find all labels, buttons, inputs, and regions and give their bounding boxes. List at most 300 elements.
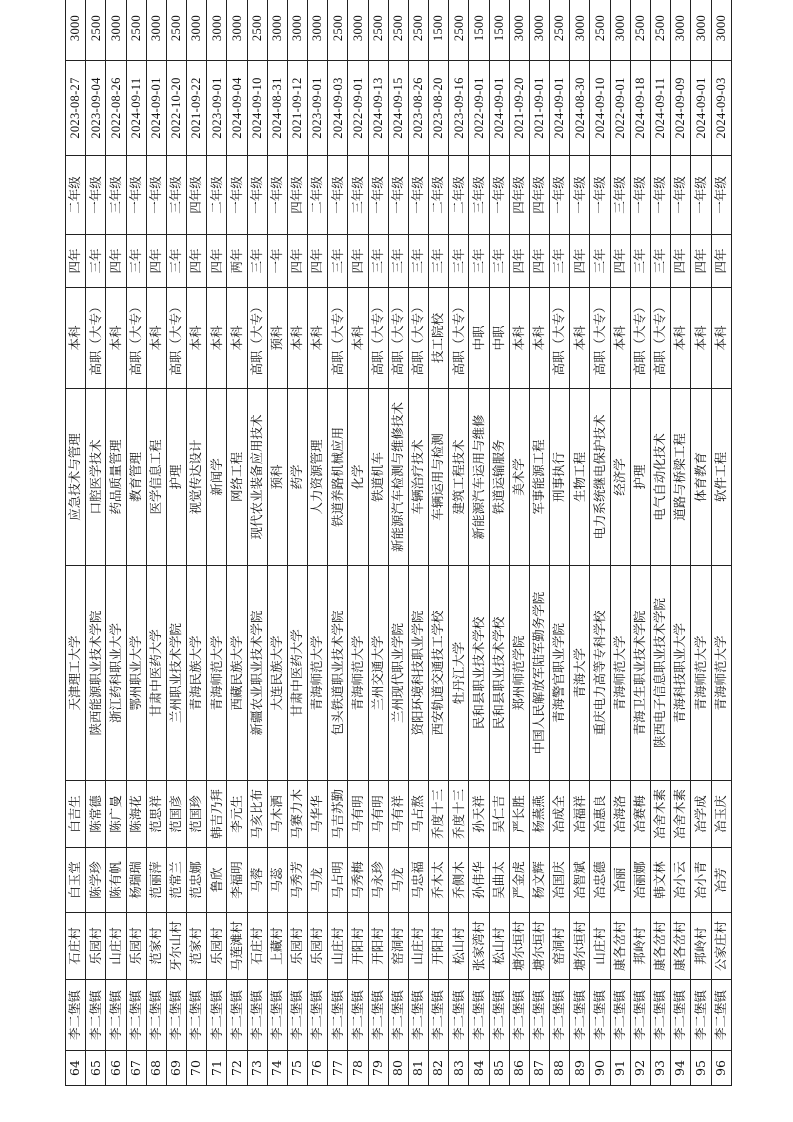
parent-name-cell: 杨燕燕 xyxy=(529,781,549,848)
table-row xyxy=(711,0,732,1086)
education-level-cell: 本科 xyxy=(570,288,590,389)
school-cell: 大连民族大学 xyxy=(267,566,287,781)
village-cell: 马莲滩村 xyxy=(227,913,247,980)
education-level-cell: 本科 xyxy=(207,288,227,389)
school-cell: 青海科技职业大学 xyxy=(671,566,691,781)
row-index: 72 xyxy=(227,1051,247,1086)
program-duration-cell: 四年 xyxy=(509,235,529,288)
grade-cell: 三年级 xyxy=(348,156,368,235)
grade-cell: 一年级 xyxy=(671,156,691,235)
education-level-cell: 本科 xyxy=(348,288,368,389)
row-index: 69 xyxy=(166,1051,186,1086)
aid-amount-cell: 2500 xyxy=(388,0,408,61)
village-cell: 开阳村 xyxy=(368,913,388,980)
program-duration-cell: 四年 xyxy=(610,235,630,288)
major-cell: 新闻学 xyxy=(207,389,227,566)
education-level-cell: 高职（大专） xyxy=(408,288,428,389)
student-name-cell: 冶小青 xyxy=(691,848,711,913)
grade-cell: 三年级 xyxy=(469,156,489,235)
table-row xyxy=(66,0,86,1086)
row-index: 91 xyxy=(610,1051,630,1086)
grade-cell: 四年级 xyxy=(187,156,207,235)
education-level-cell: 高职（大专） xyxy=(126,288,146,389)
program-duration-cell: 三年 xyxy=(590,235,610,288)
grade-cell: 一年级 xyxy=(126,156,146,235)
grade-cell: 一年级 xyxy=(711,156,732,235)
town-cell: 李二堡镇 xyxy=(348,980,368,1051)
village-cell: 康各岔村 xyxy=(610,913,630,980)
town-cell: 李二堡镇 xyxy=(449,980,469,1051)
parent-name-cell: 马木洒 xyxy=(267,781,287,848)
table-row xyxy=(671,0,691,1086)
student-name-cell: 冶小云 xyxy=(671,848,691,913)
education-level-cell: 本科 xyxy=(287,288,307,389)
school-cell: 民和县职业技术学校 xyxy=(469,566,489,781)
parent-name-cell: 范国彦 xyxy=(166,781,186,848)
row-index: 79 xyxy=(368,1051,388,1086)
town-cell: 李二堡镇 xyxy=(66,980,86,1051)
school-cell: 青海师范大学 xyxy=(691,566,711,781)
parent-name-cell: 马有明 xyxy=(348,781,368,848)
aid-amount-cell: 3000 xyxy=(207,0,227,61)
table-row xyxy=(86,0,106,1086)
major-cell: 车辆运用与检测 xyxy=(429,389,449,566)
school-cell: 甘肃中医药大学 xyxy=(146,566,166,781)
parent-name-cell: 马有明 xyxy=(368,781,388,848)
school-cell: 青海师范大学 xyxy=(207,566,227,781)
student-name-cell: 马占明 xyxy=(328,848,348,913)
aid-amount-cell: 3000 xyxy=(529,0,549,61)
student-name-cell: 韩文林 xyxy=(650,848,670,913)
parent-name-cell: 冶舍木素 xyxy=(671,781,691,848)
parent-name-cell: 范思祥 xyxy=(146,781,166,848)
table-row xyxy=(630,0,650,1086)
table-row xyxy=(509,0,529,1086)
village-cell: 松山村 xyxy=(449,913,469,980)
parent-name-cell: 冶学成 xyxy=(691,781,711,848)
education-level-cell: 高职（大专） xyxy=(388,288,408,389)
parent-name-cell: 陈广曼 xyxy=(106,781,126,848)
village-cell: 开阳村 xyxy=(429,913,449,980)
program-duration-cell: 四年 xyxy=(348,235,368,288)
town-cell: 李二堡镇 xyxy=(550,980,570,1051)
village-cell: 松山村 xyxy=(489,913,509,980)
aid-amount-cell: 2500 xyxy=(247,0,267,61)
student-name-cell: 吴曲太 xyxy=(489,848,509,913)
table-row xyxy=(408,0,428,1086)
aid-amount-cell: 1500 xyxy=(489,0,509,61)
aid-amount-cell: 3000 xyxy=(227,0,247,61)
aid-amount-cell: 3000 xyxy=(287,0,307,61)
grade-cell: 一年级 xyxy=(388,156,408,235)
parent-name-cell: 陈常德 xyxy=(86,781,106,848)
program-duration-cell: 三年 xyxy=(86,235,106,288)
table-row xyxy=(187,0,207,1086)
school-cell: 郑州师范学院 xyxy=(509,566,529,781)
program-duration-cell: 三年 xyxy=(550,235,570,288)
aid-amount-cell: 2500 xyxy=(590,0,610,61)
row-index: 71 xyxy=(207,1051,227,1086)
town-cell: 李二堡镇 xyxy=(328,980,348,1051)
school-cell: 陕西电子信息职业技术学院 xyxy=(650,566,670,781)
school-cell: 兰州职业技术学院 xyxy=(166,566,186,781)
school-cell: 青海师范大学 xyxy=(348,566,368,781)
major-cell: 生物工程 xyxy=(570,389,590,566)
education-level-cell: 本科 xyxy=(671,288,691,389)
student-name-cell: 马蕊 xyxy=(267,848,287,913)
student-name-cell: 陈有帆 xyxy=(106,848,126,913)
parent-name-cell: 马赛力木 xyxy=(287,781,307,848)
major-cell: 电气自动化技术 xyxy=(650,389,670,566)
town-cell: 李二堡镇 xyxy=(247,980,267,1051)
program-duration-cell: 四年 xyxy=(106,235,126,288)
school-cell: 青海师范大学 xyxy=(711,566,732,781)
row-index: 73 xyxy=(247,1051,267,1086)
student-name-cell: 严金虎 xyxy=(509,848,529,913)
education-level-cell: 高职（大专） xyxy=(86,288,106,389)
education-level-cell: 高职（大专） xyxy=(630,288,650,389)
town-cell: 李二堡镇 xyxy=(711,980,732,1051)
student-name-cell: 冶丽 xyxy=(610,848,630,913)
town-cell: 李二堡镇 xyxy=(630,980,650,1051)
school-cell: 兰州交通大学 xyxy=(368,566,388,781)
village-cell: 牙尔山村 xyxy=(166,913,186,980)
enrollment-date-cell: 2024-09-03 xyxy=(328,61,348,156)
program-duration-cell: 四年 xyxy=(146,235,166,288)
row-index: 86 xyxy=(509,1051,529,1086)
program-duration-cell: 三年 xyxy=(368,235,388,288)
major-cell: 应急技术与管理 xyxy=(66,389,86,566)
student-name-cell: 马蓉 xyxy=(247,848,267,913)
major-cell: 现代农业装备应用技术 xyxy=(247,389,267,566)
major-cell: 药品质量管理 xyxy=(106,389,126,566)
table-row xyxy=(650,0,670,1086)
enrollment-date-cell: 2024-08-31 xyxy=(267,61,287,156)
education-level-cell: 本科 xyxy=(509,288,529,389)
enrollment-date-cell: 2024-09-13 xyxy=(368,61,388,156)
row-index: 70 xyxy=(187,1051,207,1086)
enrollment-date-cell: 2024-09-04 xyxy=(227,61,247,156)
row-index: 95 xyxy=(691,1051,711,1086)
major-cell: 电力系统继电保护技术 xyxy=(590,389,610,566)
aid-amount-cell: 3000 xyxy=(106,0,126,61)
school-cell: 鄂州职业大学 xyxy=(126,566,146,781)
major-cell: 经济学 xyxy=(610,389,630,566)
enrollment-date-cell: 2021-09-12 xyxy=(287,61,307,156)
parent-name-cell: 白吉生 xyxy=(66,781,86,848)
student-name-cell: 马龙 xyxy=(308,848,328,913)
aid-amount-cell: 2500 xyxy=(328,0,348,61)
enrollment-date-cell: 2023-09-16 xyxy=(449,61,469,156)
aid-amount-cell: 1500 xyxy=(469,0,489,61)
school-cell: 浙江药科职业大学 xyxy=(106,566,126,781)
table-body xyxy=(66,0,732,1086)
table-row xyxy=(328,0,348,1086)
education-level-cell: 高职（大专） xyxy=(166,288,186,389)
education-level-cell: 本科 xyxy=(187,288,207,389)
grade-cell: 四年级 xyxy=(529,156,549,235)
town-cell: 李二堡镇 xyxy=(509,980,529,1051)
education-level-cell: 本科 xyxy=(610,288,630,389)
grade-cell: 二年级 xyxy=(308,156,328,235)
grade-cell: 三年级 xyxy=(106,156,126,235)
town-cell: 李二堡镇 xyxy=(187,980,207,1051)
table-row xyxy=(267,0,287,1086)
aid-amount-cell: 2500 xyxy=(650,0,670,61)
row-index: 85 xyxy=(489,1051,509,1086)
enrollment-date-cell: 2024-09-03 xyxy=(711,61,732,156)
parent-name-cell: 韩吉乃拜 xyxy=(207,781,227,848)
parent-name-cell: 乔度十三 xyxy=(429,781,449,848)
table-row xyxy=(570,0,590,1086)
grade-cell: 一年级 xyxy=(227,156,247,235)
town-cell: 李二堡镇 xyxy=(529,980,549,1051)
student-name-cell: 马忠福 xyxy=(408,848,428,913)
aid-amount-cell: 3000 xyxy=(509,0,529,61)
parent-name-cell: 马占熬 xyxy=(408,781,428,848)
row-index: 75 xyxy=(287,1051,307,1086)
table-row xyxy=(429,0,449,1086)
enrollment-date-cell: 2024-09-15 xyxy=(388,61,408,156)
village-cell: 邦岭村 xyxy=(691,913,711,980)
enrollment-date-cell: 2021-09-20 xyxy=(509,61,529,156)
major-cell: 护理 xyxy=(166,389,186,566)
row-index: 65 xyxy=(86,1051,106,1086)
program-duration-cell: 四年 xyxy=(187,235,207,288)
grade-cell: 一年级 xyxy=(408,156,428,235)
grade-cell: 三年级 xyxy=(166,156,186,235)
program-duration-cell: 三年 xyxy=(328,235,348,288)
row-index: 67 xyxy=(126,1051,146,1086)
table-row xyxy=(449,0,469,1086)
grade-cell: 一年级 xyxy=(146,156,166,235)
parent-name-cell: 孙天祥 xyxy=(469,781,489,848)
row-index: 82 xyxy=(429,1051,449,1086)
row-index: 80 xyxy=(388,1051,408,1086)
grade-cell: 一年级 xyxy=(630,156,650,235)
major-cell: 化学 xyxy=(348,389,368,566)
student-name-cell: 马永珍 xyxy=(368,848,388,913)
enrollment-date-cell: 2022-08-26 xyxy=(106,61,126,156)
town-cell: 李二堡镇 xyxy=(86,980,106,1051)
enrollment-date-cell: 2023-08-20 xyxy=(429,61,449,156)
town-cell: 李二堡镇 xyxy=(408,980,428,1051)
education-level-cell: 本科 xyxy=(711,288,732,389)
village-cell: 石庄村 xyxy=(66,913,86,980)
school-cell: 中国人民解放军陆军勤务学院 xyxy=(529,566,549,781)
school-cell: 青海警官职业学院 xyxy=(550,566,570,781)
town-cell: 李二堡镇 xyxy=(368,980,388,1051)
school-cell: 民和县职业技术学校 xyxy=(489,566,509,781)
village-cell: 窑洞村 xyxy=(550,913,570,980)
major-cell: 药学 xyxy=(287,389,307,566)
table-row xyxy=(348,0,368,1086)
program-duration-cell: 三年 xyxy=(429,235,449,288)
village-cell: 乐园村 xyxy=(207,913,227,980)
education-level-cell: 本科 xyxy=(227,288,247,389)
student-name-cell: 范忠娜 xyxy=(187,848,207,913)
table-row xyxy=(308,0,328,1086)
program-duration-cell: 两年 xyxy=(227,235,247,288)
village-cell: 塘尔垣村 xyxy=(529,913,549,980)
major-cell: 视觉传达设计 xyxy=(187,389,207,566)
major-cell: 铁道养路机械应用 xyxy=(328,389,348,566)
rotated-table-wrapper xyxy=(65,14,732,1086)
village-cell: 石庄村 xyxy=(247,913,267,980)
aid-amount-cell: 3000 xyxy=(348,0,368,61)
enrollment-date-cell: 2023-08-27 xyxy=(66,61,86,156)
student-name-cell: 李福明 xyxy=(227,848,247,913)
education-level-cell: 高职（大专） xyxy=(328,288,348,389)
aid-amount-cell: 3000 xyxy=(308,0,328,61)
table-row xyxy=(469,0,489,1086)
major-cell: 道路与桥梁工程 xyxy=(671,389,691,566)
student-name-cell: 杨文辉 xyxy=(529,848,549,913)
grade-cell: 一年级 xyxy=(328,156,348,235)
school-cell: 青海大学 xyxy=(570,566,590,781)
enrollment-date-cell: 2024-09-01 xyxy=(146,61,166,156)
student-name-cell: 白玉堂 xyxy=(66,848,86,913)
student-name-cell: 范丽萍 xyxy=(146,848,166,913)
program-duration-cell: 三年 xyxy=(408,235,428,288)
enrollment-date-cell: 2022-09-01 xyxy=(610,61,630,156)
education-level-cell: 高职（大专） xyxy=(550,288,570,389)
student-name-cell: 冶丽娜 xyxy=(630,848,650,913)
parent-name-cell: 冶玉庆 xyxy=(711,781,732,848)
school-cell: 新疆农业职业技术学院 xyxy=(247,566,267,781)
table-row xyxy=(146,0,166,1086)
table-row xyxy=(126,0,146,1086)
student-name-cell: 范常兰 xyxy=(166,848,186,913)
table-row xyxy=(287,0,307,1086)
town-cell: 李二堡镇 xyxy=(650,980,670,1051)
row-index: 76 xyxy=(308,1051,328,1086)
student-name-cell: 冶芳 xyxy=(711,848,732,913)
village-cell: 乐园村 xyxy=(126,913,146,980)
program-duration-cell: 三年 xyxy=(650,235,670,288)
table-row xyxy=(166,0,186,1086)
enrollment-date-cell: 2022-09-01 xyxy=(469,61,489,156)
town-cell: 李二堡镇 xyxy=(267,980,287,1051)
row-index: 66 xyxy=(106,1051,126,1086)
school-cell: 青海民族大学 xyxy=(187,566,207,781)
enrollment-date-cell: 2024-09-10 xyxy=(590,61,610,156)
major-cell: 医学信息工程 xyxy=(146,389,166,566)
row-index: 88 xyxy=(550,1051,570,1086)
grade-cell: 四年级 xyxy=(287,156,307,235)
major-cell: 护理 xyxy=(630,389,650,566)
table-row xyxy=(368,0,388,1086)
parent-name-cell: 李元生 xyxy=(227,781,247,848)
school-cell: 青海卫生职业技术学院 xyxy=(630,566,650,781)
aid-amount-cell: 2500 xyxy=(368,0,388,61)
village-cell: 乐园村 xyxy=(86,913,106,980)
education-level-cell: 本科 xyxy=(146,288,166,389)
grade-cell: 一年级 xyxy=(650,156,670,235)
village-cell: 范家村 xyxy=(187,913,207,980)
school-cell: 牡丹江大学 xyxy=(449,566,469,781)
village-cell: 塘尔垣村 xyxy=(509,913,529,980)
row-index: 78 xyxy=(348,1051,368,1086)
parent-name-cell: 冶惠良 xyxy=(590,781,610,848)
program-duration-cell: 三年 xyxy=(489,235,509,288)
town-cell: 李二堡镇 xyxy=(610,980,630,1051)
parent-name-cell: 陈海花 xyxy=(126,781,146,848)
major-cell: 软件工程 xyxy=(711,389,732,566)
town-cell: 李二堡镇 xyxy=(308,980,328,1051)
student-name-cell: 杨瑞瑞 xyxy=(126,848,146,913)
education-level-cell: 高职（大专） xyxy=(368,288,388,389)
village-cell: 山庄村 xyxy=(328,913,348,980)
row-index: 92 xyxy=(630,1051,650,1086)
school-cell: 陕西能源职业技术学院 xyxy=(86,566,106,781)
student-name-cell: 马秀梅 xyxy=(348,848,368,913)
school-cell: 天津理工大学 xyxy=(66,566,86,781)
student-name-cell: 冶智斌 xyxy=(570,848,590,913)
education-level-cell: 本科 xyxy=(66,288,86,389)
town-cell: 李二堡镇 xyxy=(590,980,610,1051)
table-row xyxy=(691,0,711,1086)
row-index: 64 xyxy=(66,1051,86,1086)
village-cell: 张家湾村 xyxy=(469,913,489,980)
aid-amount-cell: 3000 xyxy=(691,0,711,61)
village-cell: 开阳村 xyxy=(348,913,368,980)
row-index: 81 xyxy=(408,1051,428,1086)
enrollment-date-cell: 2024-09-01 xyxy=(550,61,570,156)
row-index: 83 xyxy=(449,1051,469,1086)
enrollment-date-cell: 2021-09-01 xyxy=(529,61,549,156)
education-level-cell: 中职 xyxy=(469,288,489,389)
aid-amount-cell: 2500 xyxy=(86,0,106,61)
major-cell: 美术学 xyxy=(509,389,529,566)
education-level-cell: 高职（大专） xyxy=(247,288,267,389)
enrollment-date-cell: 2023-09-01 xyxy=(207,61,227,156)
town-cell: 李二堡镇 xyxy=(227,980,247,1051)
student-name-cell: 鲁欣 xyxy=(207,848,227,913)
parent-name-cell: 冶成全 xyxy=(550,781,570,848)
program-duration-cell: 四年 xyxy=(66,235,86,288)
enrollment-date-cell: 2024-08-30 xyxy=(570,61,590,156)
student-name-cell: 冶国庆 xyxy=(550,848,570,913)
education-level-cell: 中职 xyxy=(489,288,509,389)
parent-name-cell: 严长胜 xyxy=(509,781,529,848)
parent-name-cell: 冶舍木素 xyxy=(650,781,670,848)
aid-amount-cell: 3000 xyxy=(610,0,630,61)
education-level-cell: 本科 xyxy=(106,288,126,389)
major-cell: 预科 xyxy=(267,389,287,566)
aid-amount-cell: 2500 xyxy=(449,0,469,61)
grade-cell: 二年级 xyxy=(449,156,469,235)
grade-cell: 二年级 xyxy=(66,156,86,235)
program-duration-cell: 三年 xyxy=(388,235,408,288)
program-duration-cell: 四年 xyxy=(308,235,328,288)
program-duration-cell: 四年 xyxy=(570,235,590,288)
major-cell: 体育教育 xyxy=(691,389,711,566)
village-cell: 范家村 xyxy=(146,913,166,980)
table-row xyxy=(590,0,610,1086)
table-row xyxy=(247,0,267,1086)
town-cell: 李二堡镇 xyxy=(388,980,408,1051)
program-duration-cell: 四年 xyxy=(711,235,732,288)
table-row xyxy=(388,0,408,1086)
village-cell: 山庄村 xyxy=(590,913,610,980)
student-name-cell: 乔木太 xyxy=(429,848,449,913)
aid-amount-cell: 2500 xyxy=(126,0,146,61)
town-cell: 李二堡镇 xyxy=(106,980,126,1051)
enrollment-date-cell: 2021-09-22 xyxy=(187,61,207,156)
row-index: 84 xyxy=(469,1051,489,1086)
student-name-cell: 马龙 xyxy=(388,848,408,913)
